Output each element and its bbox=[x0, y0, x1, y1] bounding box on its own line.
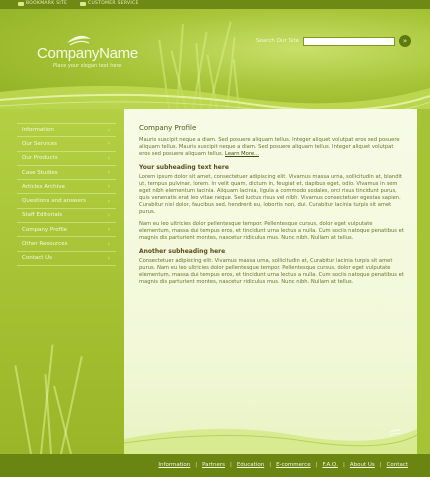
chevron-right-icon: › bbox=[107, 211, 110, 219]
footer-link-information[interactable]: Information bbox=[158, 462, 191, 468]
chevron-right-icon: › bbox=[107, 240, 110, 248]
sidebar-item-our-products[interactable] bbox=[17, 152, 116, 166]
bookmark-icon bbox=[18, 2, 24, 6]
chevron-right-icon: › bbox=[107, 254, 110, 262]
main-content bbox=[124, 109, 417, 454]
footer-link-education[interactable]: Education bbox=[236, 462, 265, 468]
search-label: Search Our Site bbox=[256, 38, 300, 44]
subheading-2: Another subheading here bbox=[139, 248, 226, 255]
footer-separator: | bbox=[195, 462, 198, 468]
top-bar bbox=[0, 0, 430, 9]
intro-paragraph: Mauris suscipit neque a diam. Sed posuere aliquam tellus. Integer aliquet volutpat eros sed posuere aliquam tellus. Mauris suscipit neque a diam. Sed posuere aliquam tellus. Integer aliquet volutpat eros sed posuere aliquam tellus. Learn More... bbox=[139, 137, 400, 157]
footer-link-ecommerce[interactable]: E-commerce bbox=[276, 462, 311, 468]
footer-link-faq[interactable]: F.A.Q. bbox=[322, 462, 338, 468]
sidebar-item-label: Our Services bbox=[22, 140, 58, 147]
sidebar-item-contact-us[interactable] bbox=[17, 252, 116, 266]
sidebar-item-information[interactable] bbox=[17, 123, 116, 137]
footer-separator: | bbox=[315, 462, 318, 468]
subheading-1: Your subheading text here bbox=[139, 164, 229, 171]
sidebar-item-label: Other Resources bbox=[22, 241, 68, 248]
sidebar-item-other-resources[interactable] bbox=[17, 237, 116, 251]
company-logo[interactable] bbox=[37, 45, 138, 69]
paragraph-2: Nam eu leo ultricies dolor pellentesque tempor. Pellentesque cursus, dolor eget vulputate elementum, massa dui tempus eros, et tincidunt urna lectus a nulla. Cum sociis natoque penatibus et magnis dis parturient montes, nascetur ridiculus mus. Nunc nibh. Nullam at tellus. bbox=[139, 221, 404, 241]
footer-separator: | bbox=[342, 462, 345, 468]
footer-separator: | bbox=[269, 462, 272, 468]
sidebar-item-label: Questions and answers bbox=[22, 198, 87, 205]
chevron-right-icon: › bbox=[107, 140, 110, 148]
sidebar-item-case-studies[interactable] bbox=[17, 166, 116, 180]
customer-service-link[interactable] bbox=[80, 1, 139, 6]
sidebar-item-our-services[interactable] bbox=[17, 137, 116, 151]
sidebar-item-label: Case Studies bbox=[22, 169, 58, 176]
chevron-right-icon: › bbox=[107, 169, 110, 177]
paragraph-3: Consectetuer adipiscing elit. Vivamus massa urna, sollicitudin at, Curabitur lacinia turpis sit amet purus. Nam eu leo ultricies dolor pellentesque tempor. Pellentesque cursus, dolor eget vulputate elementum, massa dui tempus eros, et tincidunt urna lectus a nulla. Cum sociis natoque penatibus et magnis dis parturient montes, nascetur ridiculus mus. Nunc nibh. Nullam at tellus. bbox=[139, 258, 404, 285]
sidebar-item-label: Articles Archive bbox=[22, 183, 65, 190]
go-arrow-icon: » bbox=[402, 37, 408, 45]
footer-separator: | bbox=[229, 462, 232, 468]
site-search bbox=[256, 35, 411, 47]
chevron-right-icon: › bbox=[107, 197, 110, 205]
customer-service-label: CUSTOMER SERVICE bbox=[88, 1, 139, 6]
paragraph-1: Lorem ipsum dolor sit amet, consectetuer adipiscing elit. Vivamus massa urna, sollicitudin at, blandit ut, tempus pulvinar, lorem. In velit quam, dictum in, feugiat et, dapibus eget, odio. Vivamus in sem eget nibh elementum lacinia. Aliquam lacinia, ligula a commodo sodales, orci risus tincidunt purus, quis venenatis erat leo vitae neque. Sed luctus risus vel nibh. Vivamus consectetuer egestas sapien. Curabitur nisl dolor, faucibus sed, hendrerit eu, lobortis non, dui. Curabitur lacinia turpis sit amet purus. bbox=[139, 174, 402, 215]
chevron-right-icon: › bbox=[107, 183, 110, 191]
customer-service-icon bbox=[80, 2, 86, 6]
sidebar-item-articles-archive[interactable] bbox=[17, 180, 116, 194]
footer-separator: | bbox=[379, 462, 382, 468]
footer bbox=[0, 454, 430, 477]
sidebar-item-label: Our Products bbox=[22, 155, 58, 162]
sidebar-item-label: Contact Us bbox=[22, 255, 53, 262]
leaf-logo-icon bbox=[65, 33, 93, 47]
sidebar-item-label: Company Profile bbox=[22, 226, 68, 233]
footer-link-contact[interactable]: Contact bbox=[386, 462, 408, 468]
page-title: Company Profile bbox=[139, 124, 197, 132]
sidebar-item-company-profile[interactable] bbox=[17, 223, 116, 237]
sidebar-item-label: Information bbox=[22, 127, 54, 134]
sidebar-item-questions-and-answers[interactable] bbox=[17, 194, 116, 208]
chevron-right-icon: › bbox=[107, 226, 110, 234]
grass-blade bbox=[14, 365, 31, 454]
footer-link-partners[interactable]: Partners bbox=[202, 462, 225, 468]
bird-ornament-icon bbox=[387, 425, 403, 437]
learn-more-link[interactable]: Learn More... bbox=[225, 151, 259, 157]
bookmark-site-link[interactable] bbox=[18, 1, 67, 6]
content-wave-decoration bbox=[124, 409, 417, 454]
company-name: CompanyName bbox=[37, 45, 138, 62]
sidebar-item-label: Staff Editorials bbox=[22, 212, 63, 219]
chevron-right-icon: › bbox=[107, 154, 110, 162]
chevron-right-icon: › bbox=[107, 126, 110, 134]
footer-nav bbox=[158, 462, 408, 468]
sidebar bbox=[0, 109, 124, 454]
sidebar-menu bbox=[17, 123, 116, 266]
search-go-button[interactable] bbox=[399, 35, 411, 47]
right-edge-strip bbox=[417, 109, 430, 454]
bookmark-site-label: BOOKMARK SITE bbox=[26, 1, 68, 6]
company-slogan: Place your slogan text here bbox=[53, 63, 122, 69]
grass-blade bbox=[60, 356, 82, 454]
sidebar-item-staff-editorials[interactable] bbox=[17, 209, 116, 223]
footer-link-about-us[interactable]: About Us bbox=[349, 462, 375, 468]
search-input[interactable] bbox=[303, 37, 395, 46]
